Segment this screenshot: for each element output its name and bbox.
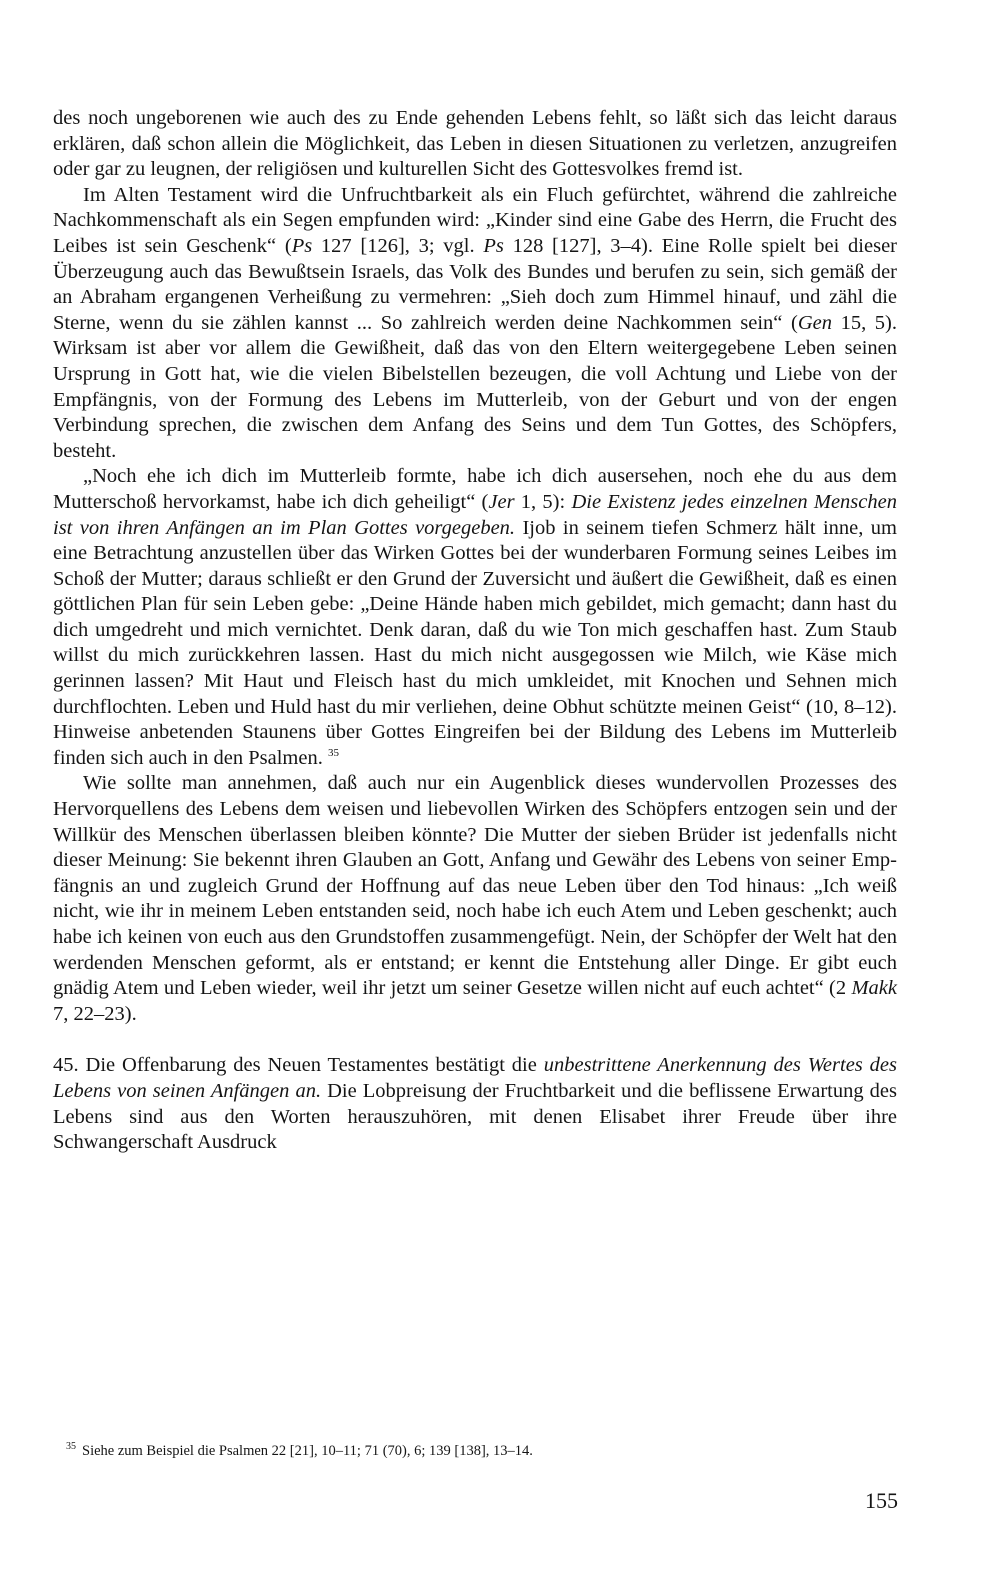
page-body (53, 106, 897, 1156)
paragraph-p4 (53, 771, 897, 1027)
text-segment: Ijob in seinem tiefen Schmerz hält inne, um eine Betrachtung anzustellen über das Wirken Gottes bei der wunderbaren Formung seines Leibes im Schoß der Mutter; daraus schließt er den Grund der Zuversicht und äußert die Gewißheit, daß es einen göttlichen Plan für sein Leben gebe: „Deine Hände haben mich gebildet, mich gemacht; dann hast du dich umgedreht und mich vernichtet. Denk daran, daß du wie Ton mich geschaffen hast. Zum Staub willst du mich zurückkehren lassen. Hast du mich nicht ausgegossen wie Milch, wie Käse mich gerinnen lassen? Mit Haut und Fleisch hast du mich umkleidet, mit Knochen und Sehnen mich durchflochten. Leben und Huld hast du mir verliehen, deine Obhut schützte meinen Geist“ (10, 8–12). Hinweise anbetenden Staunens über Gottes Eingreifen bei der Bildung des Lebens im Mutterleib finden sich auch in den Psalmen. (53, 516, 897, 769)
italic-text: Ps (483, 234, 504, 257)
italic-text: Ps (291, 234, 313, 257)
text-segment: des noch ungeborenen wie auch des zu Ende gehenden Lebens fehlt, so läßt sich das leicht daraus erklären, daß schon allein die Möglichkeit, das Leben in diesen Situationen zu verletzen, anzugreifen oder gar zu leugnen, der religiösen und kulturellen Sicht des Gottesvolkes fremd ist. (53, 107, 897, 181)
italic-text: Jer (488, 490, 515, 513)
paragraph-p5 (53, 1053, 897, 1155)
italic-text: Die Existenz jedes einzelnen Menschen ist von ihren Anfängen an im Plan Gottes vorgegeben. (53, 490, 897, 539)
footnote-reference: 35 (327, 747, 339, 760)
text-segment: „Noch ehe ich dich im Mutterleib formte, habe ich dich ausersehen, noch ehe du aus dem Mutterschoß hervorkamst, habe ich dich geheiligt“ ( (53, 465, 897, 513)
paragraph-p2 (53, 183, 897, 465)
text-segment: 127 [126], 3; vgl. (312, 234, 484, 257)
page-number: 155 (865, 1488, 898, 1513)
text-segment: 45. Die Offenbarung des Neuen Testamentes bestätigt die (53, 1054, 544, 1077)
footnote-mark: 35 (66, 1441, 76, 1453)
text-segment: 7, 22–23). (53, 1002, 137, 1025)
footnote (66, 1442, 906, 1460)
text-segment: Die Lobpreisung der Fruchtbarkeit und die beflissene Erwartung des Lebens sind aus den Worten herauszuhören, mit denen Elisabet ihrer Freude über ihre Schwangerschaft Ausdruck (53, 1079, 897, 1154)
italic-text: Gen (797, 311, 832, 334)
italic-text: unbestrittene Anerkennung des Wertes des Lebens von seinen Anfängen an. (53, 1054, 897, 1102)
paragraph-p1 (53, 106, 897, 183)
text-segment: 1, 5): (514, 490, 572, 513)
text-segment: Wie sollte man annehmen, daß auch nur ein Augenblick dieses wundervollen Prozesses des Hervorquellens des Lebens dem weisen und liebevollen Wirken des Schöpfers entzogen sein und der Willkür des Menschen überlassen bleiben könnte? Die Mutter der sieben Brüder ist jedenfalls nicht dieser Meinung: Sie bekennt ihren Glauben an Gott, Anfang und Gewähr des Lebens von seiner Empfängnis an und zugleich Grund der Hoffnung auf das neue Leben über den Tod hinaus: „Ich weiß nicht, wie ihr in meinem Leben entstanden seid, noch habe ich euch Atem und Leben geschenkt; auch habe ich keinen von euch aus den Grundstoffen zusammengefügt. Nein, der Schöpfer der Welt hat den werdenden Menschen geformt, als er entstand; er kennt die Entstehung aller Dinge. Er gibt euch gnädig Atem und Leben wieder, weil ihr jetzt um seiner Gesetze willen nicht auf euch achtet“ (2 (53, 772, 897, 1000)
italic-text: Makk (851, 977, 897, 1000)
paragraph-p3 (53, 464, 897, 771)
text-segment: Im Alten Testament wird die Unfruchtbarkeit als ein Fluch gefürchtet, während die zahlreiche Nachkommenschaft als ein Segen empfunden wird: „Kinder sind eine Gabe des Herrn, die Frucht des Leibes ist sein Geschenk“ ( (53, 183, 897, 257)
text-segment: 15, 5). Wirksam ist aber vor allem die Gewißheit, daß das von den Eltern weitergegebene Leben seinen Ursprung in Gott hat, wie die vielen Bibelstellen bezeugen, die voll Achtung und Liebe von der Empfängnis, von der Formung des Lebens im Mutterleib, von der Geburt und von der engen Verbindung sprechen, die zwischen dem Anfang des Seins und dem Tun Gottes, des Schöpfers, besteht. (53, 311, 897, 462)
footnote-text: Siehe zum Beispiel die Psalmen 22 [21], 10–11; 71 (70), 6; 139 [138], 13–14. (82, 1443, 533, 1459)
text-segment: 128 [127], 3–4). Eine Rolle spielt bei dieser Überzeugung auch das Bewußtsein Israels, das Volk des Bundes und berufen zu sein, sich gemäß der an Abraham ergangenen Verheißung zu vermehren: „Sieh doch zum Himmel hinauf, und zähl die Sterne, wenn du sie zählen kannst ... So zahlreich werden deine Nachkommen sein“ ( (53, 234, 898, 334)
